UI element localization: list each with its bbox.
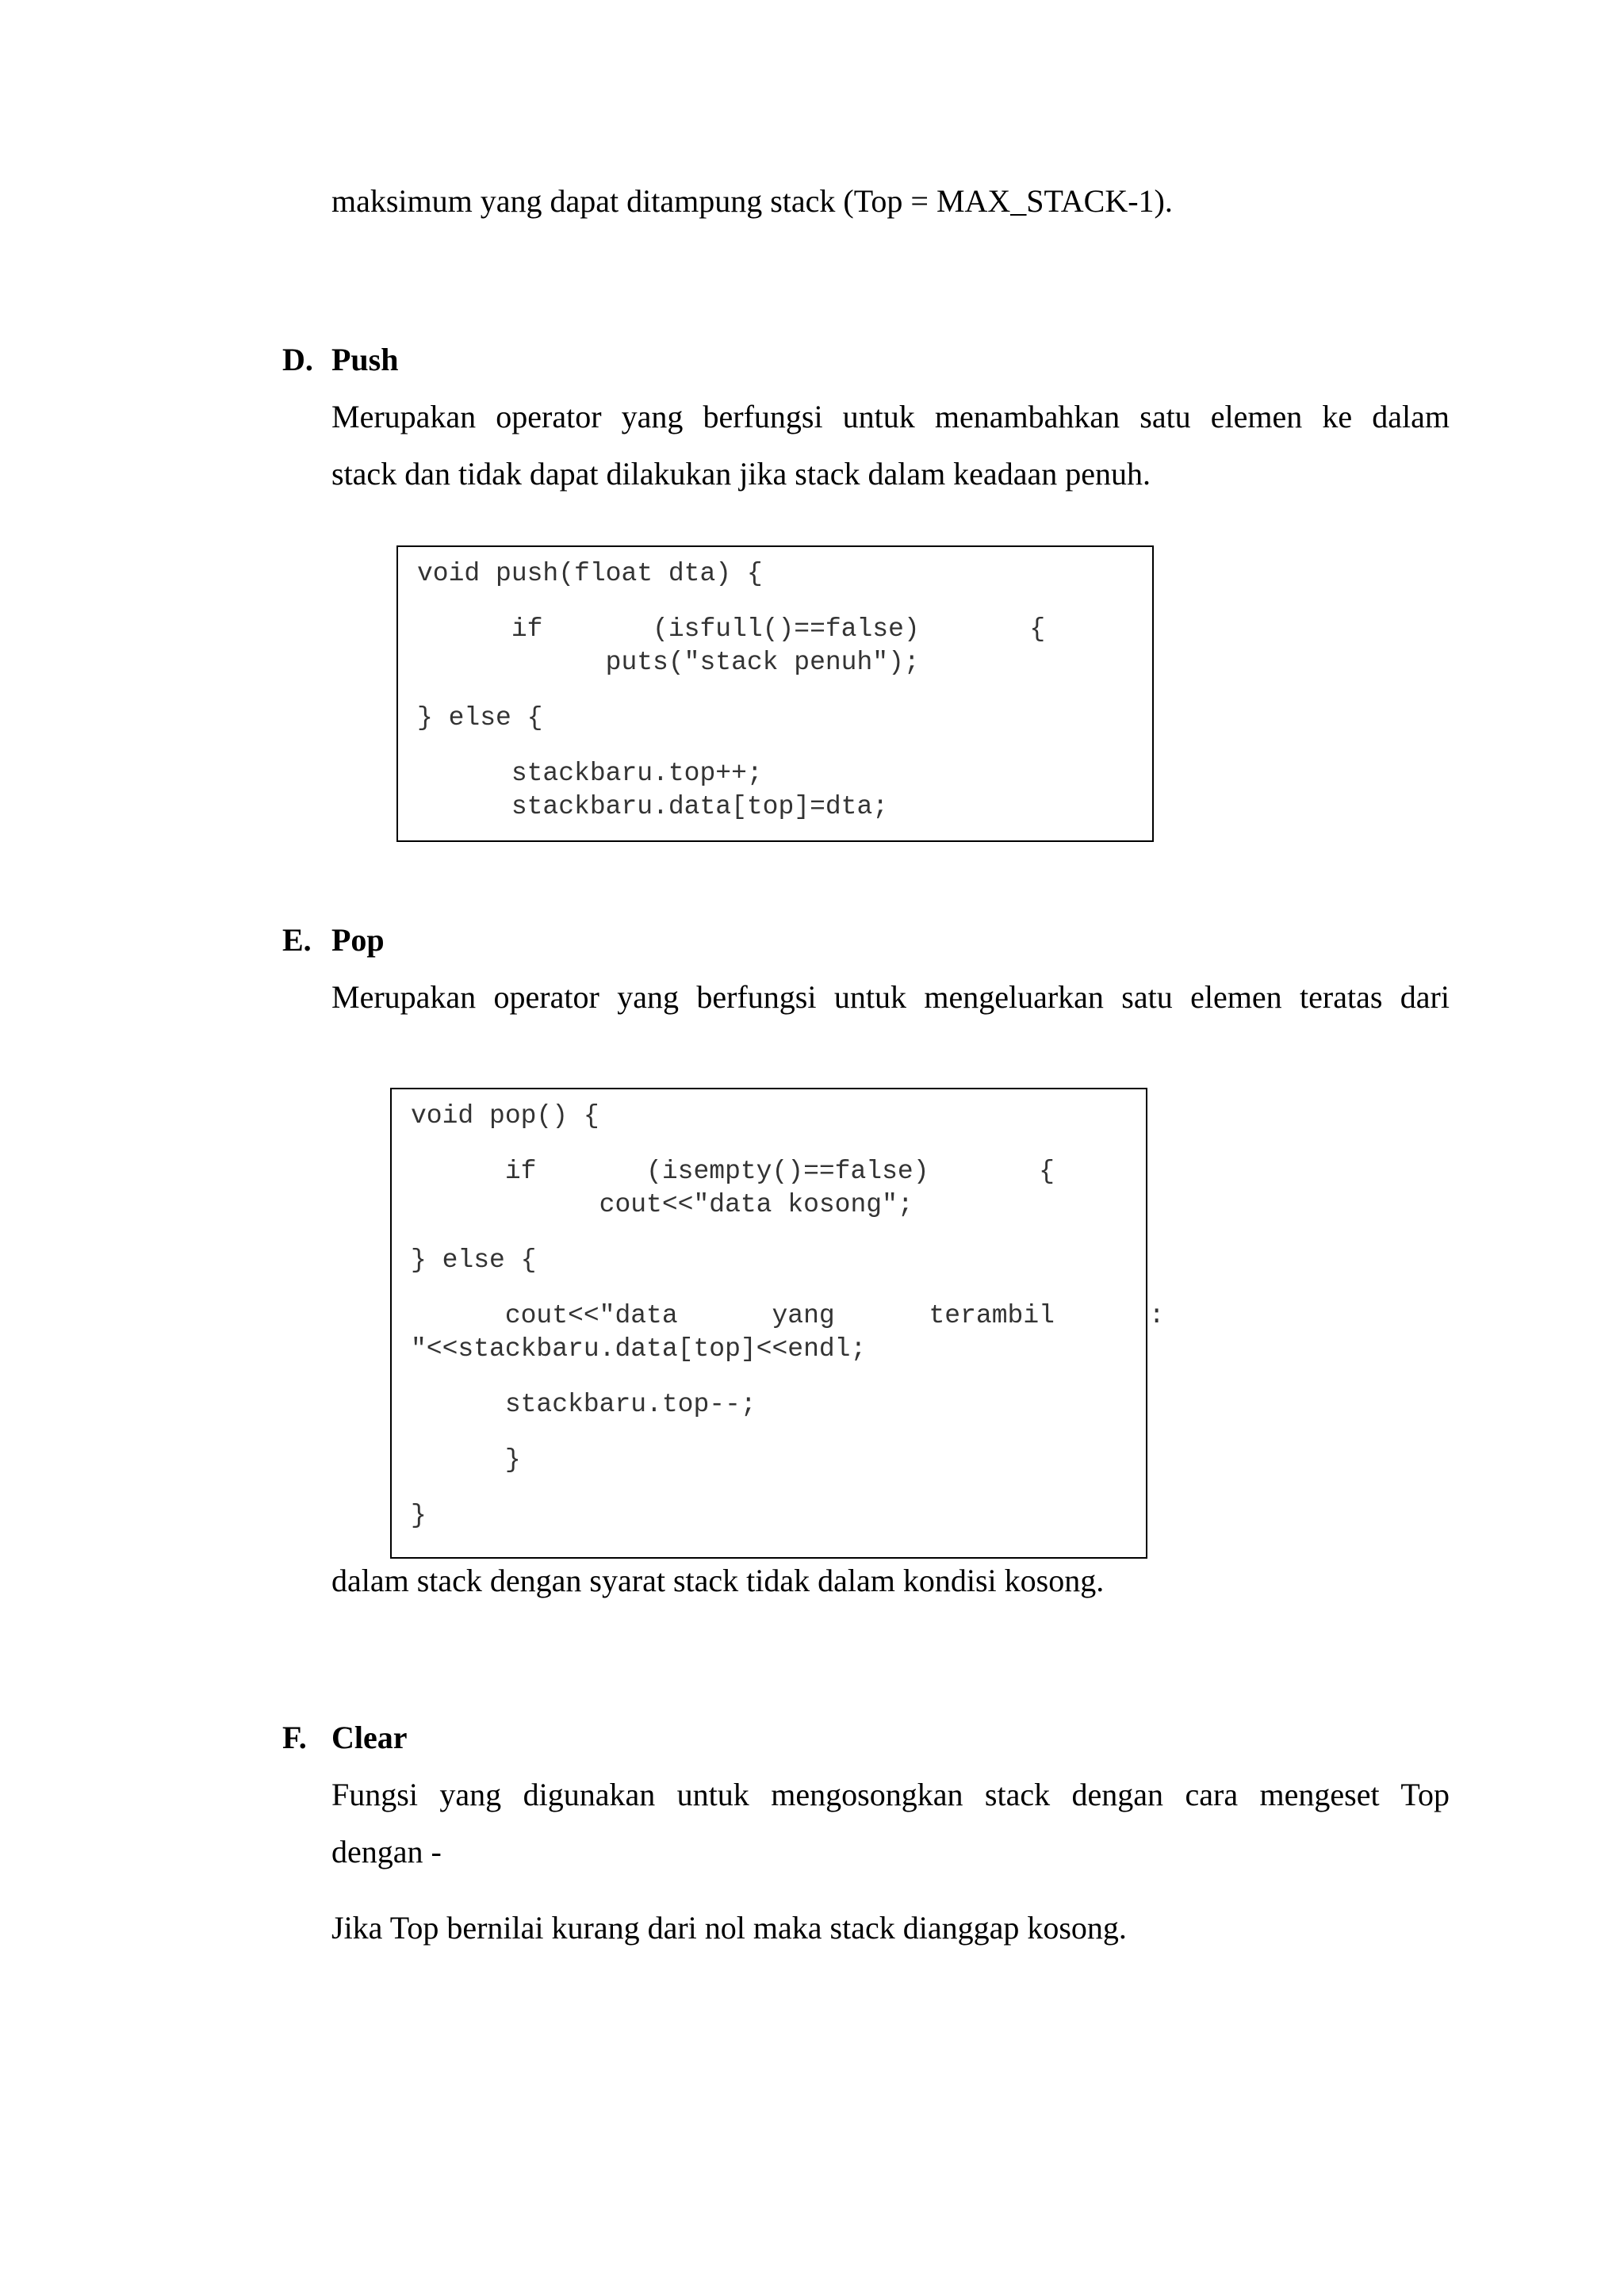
code-line: stackbaru.top++; bbox=[417, 759, 763, 788]
code-line: "<<stackbaru.data[top]<<endl; bbox=[411, 1334, 867, 1364]
clear-paragraph-line-1: Fungsi yang digunakan untuk mengosongkan stack dengan cara mengeset Top bbox=[331, 1777, 1450, 1812]
push-paragraph-line-2: stack dan tidak dapat dilakukan jika stack dalam keadaan penuh. bbox=[331, 456, 1151, 492]
section-title: Push bbox=[331, 342, 399, 377]
code-line: void pop() { bbox=[411, 1101, 599, 1131]
code-line: puts("stack penuh"); bbox=[417, 648, 920, 677]
pop-paragraph-line-2: dalam stack dengan syarat stack tidak dalam kondisi kosong. bbox=[331, 1563, 1105, 1598]
pop-paragraph-line-1: Merupakan operator yang berfungsi untuk mengeluarkan satu elemen teratas dari bbox=[331, 979, 1450, 1015]
section-title: Clear bbox=[331, 1720, 408, 1755]
code-line: stackbaru.top--; bbox=[411, 1390, 756, 1419]
section-heading-clear bbox=[282, 1719, 408, 1757]
code-line: void push(float dta) { bbox=[417, 559, 763, 588]
section-letter: F. bbox=[282, 1720, 307, 1755]
code-line: } bbox=[411, 1445, 521, 1475]
push-code-box bbox=[396, 545, 1154, 842]
section-heading-push bbox=[282, 341, 399, 379]
code-line: } bbox=[411, 1501, 427, 1530]
section-letter: E. bbox=[282, 922, 312, 958]
intro-text: maksimum yang dapat ditampung stack (Top = MAX_STACK-1). bbox=[331, 183, 1173, 219]
code-line: if (isfull()==false) { bbox=[417, 614, 1046, 644]
section-letter: D. bbox=[282, 342, 313, 377]
code-line: if (isempty()==false) { bbox=[411, 1157, 1055, 1186]
code-line: stackbaru.data[top]=dta; bbox=[417, 792, 889, 821]
pop-code-box bbox=[390, 1088, 1165, 1559]
section-title: Pop bbox=[331, 922, 385, 958]
code-line: cout<<"data yang terambil : bbox=[411, 1301, 1165, 1330]
push-paragraph-line-1: Merupakan operator yang berfungsi untuk menambahkan satu elemen ke dalam bbox=[331, 399, 1450, 434]
clear-paragraph-line-2: dengan - bbox=[331, 1834, 442, 1869]
section-heading-pop bbox=[282, 921, 385, 959]
code-line: cout<<"data kosong"; bbox=[411, 1190, 914, 1219]
code-line: } else { bbox=[417, 703, 543, 733]
clear-paragraph-line-3: Jika Top bernilai kurang dari nol maka stack dianggap kosong. bbox=[331, 1910, 1127, 1946]
code-line: } else { bbox=[411, 1246, 537, 1275]
